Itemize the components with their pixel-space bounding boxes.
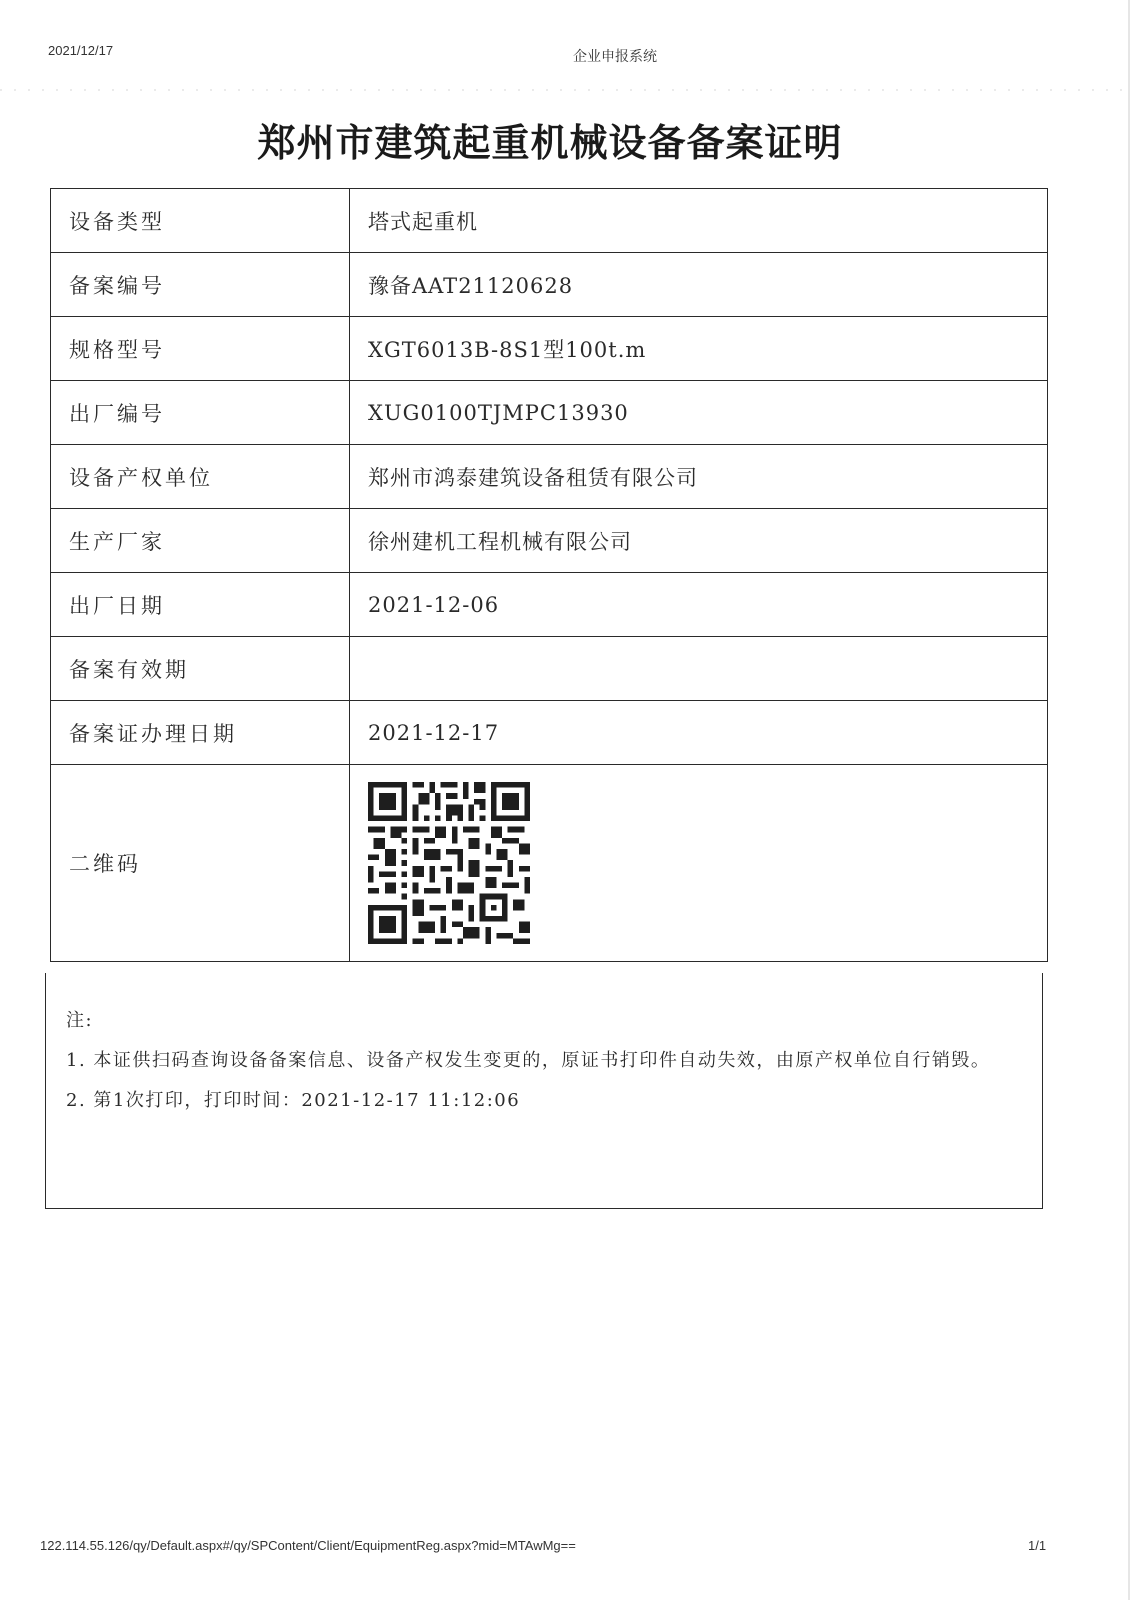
page-number: 1/1: [1028, 1538, 1047, 1553]
system-name: 企业申报系统: [573, 48, 657, 64]
row-value: 2021-12-06: [350, 573, 1048, 637]
table-row: [51, 317, 1048, 381]
row-label: 设备类型: [51, 189, 350, 253]
row-label: 设备产权单位: [51, 445, 350, 509]
note-item: 1. 本证供扫码查询设备备案信息、设备产权发生变更的，原证书打印件自动失效，由原产权单位自行销毁。: [66, 1050, 991, 1071]
table-row: [51, 381, 1048, 445]
row-label: 备案编号: [51, 253, 350, 317]
qr-label: 二维码: [51, 765, 350, 962]
table-row: [51, 701, 1048, 765]
row-label: 规格型号: [51, 317, 350, 381]
row-value: 徐州建机工程机械有限公司: [350, 509, 1048, 573]
table-row: [51, 445, 1048, 509]
row-label: 出厂编号: [51, 381, 350, 445]
table-row: [51, 637, 1048, 701]
row-value: 豫备AAT21120628: [350, 253, 1048, 317]
row-value: XGT6013B-8S1型100t.m: [350, 317, 1048, 381]
table-row: [51, 573, 1048, 637]
registration-table: [50, 188, 1048, 962]
print-date: 2021/12/17: [48, 43, 114, 58]
row-value: 2021-12-17: [350, 701, 1048, 765]
table-row: [51, 509, 1048, 573]
row-value: [350, 637, 1048, 701]
row-label: 出厂日期: [51, 573, 350, 637]
table-row-qr: [51, 765, 1048, 962]
page-url: 122.114.55.126/qy/Default.aspx#/qy/SPContent/Client/EquipmentReg.aspx?mid=MTAwMg==: [40, 1538, 576, 1553]
note-item: 2. 第1次打印，打印时间：2021-12-17 11:12:06: [66, 1090, 521, 1111]
row-label: 备案有效期: [51, 637, 350, 701]
table-row: [51, 189, 1048, 253]
document-title: 郑州市建筑起重机械设备备案证明: [257, 121, 843, 165]
notes-heading: 注:: [66, 1010, 94, 1031]
table-row: [51, 253, 1048, 317]
qr-code-icon[interactable]: [368, 782, 530, 944]
scan-artifact-line: [0, 89, 1130, 91]
row-value: 塔式起重机: [350, 189, 1048, 253]
row-value: 郑州市鸿泰建筑设备租赁有限公司: [350, 445, 1048, 509]
row-value: XUG0100TJMPC13930: [350, 381, 1048, 445]
row-label: 备案证办理日期: [51, 701, 350, 765]
qr-cell: [350, 765, 1048, 962]
notes-section: [45, 973, 1043, 1209]
row-label: 生产厂家: [51, 509, 350, 573]
